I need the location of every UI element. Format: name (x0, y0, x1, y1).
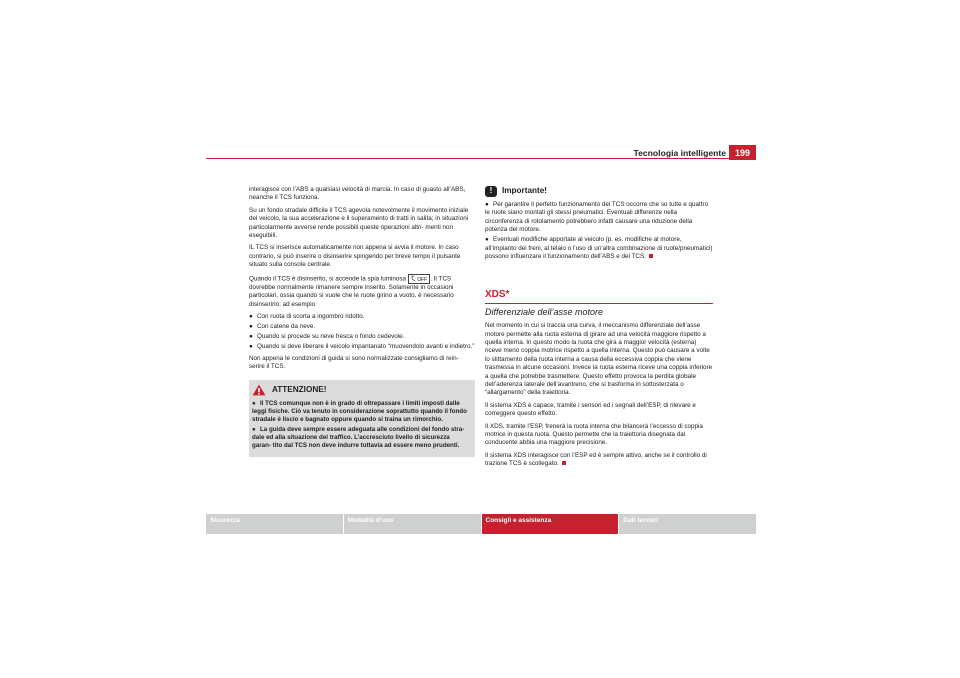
paragraph: Nel momento in cui si traccia una curva, il meccanismo differenziale dell’asse motore permette alla ruota esterna di girare ad una velocità maggiore rispetto a quella interna. In questo modo la ruota che gira a maggior velocità (esterna) riceve meno coppia motrice rispetto a quella interna. Questo può causare a volte lo slittamento della ruota interna a causa della eccessiva coppia che viene trasmessa in alcune occasioni. Invece la ruota esterna riceve una coppia inferiore a quella che potrebbe trasmettere. Questo effetto provoca la perdita globale dell’aderenza laterale dell’avantreno, che si trasforma in sottosterzata o “allargamento” della traiettoria. (485, 322, 713, 397)
warning-title: ATTENZIONE! (272, 384, 327, 394)
paragraph-text: Il sistema XDS interagisce con l’ESP ed è sempre attivo, anche se il controllo di trazione TCS è scollegato. (485, 451, 707, 468)
section-title: XDS* (485, 289, 510, 301)
footer-tab-dati-tecnici[interactable]: Dati tecnici (619, 514, 756, 534)
list-item-text: Con ruota di scorta a ingombro ridotto. (257, 312, 365, 320)
bullet-icon: ● (249, 342, 253, 350)
footer-tab-sicurezza[interactable]: Sicurezza (206, 514, 343, 534)
list-item-text: Per garantire il perfetto funzionamento del TCS occorre che su tutte e quattro le ruote siano montati gli stessi pneumatici. Eventuali differenze nella circonferenza di rotolamento potrebbero infatti causare una riduzione della potenza del motore. (485, 201, 709, 234)
paragraph-text: Quando il TCS è disinserito, si accende la spia luminosa (249, 275, 407, 283)
paragraph (249, 274, 475, 309)
right-column (485, 186, 713, 473)
warning-box (249, 380, 475, 457)
page-title: Tecnologia intelligente (633, 148, 726, 158)
footer-tab-consigli-assistenza[interactable]: Consigli e assistenza (482, 514, 619, 534)
bullet-icon: ● (252, 426, 256, 433)
paragraph-text: . Il TCS dovrebbe normalmente rimanere sempre inserito. Solamente in occasioni particolari, ossia quando si vuole che le ruote girino a vuoto, è necessario disinserirlo; ad esempio (249, 275, 454, 308)
footer-tab-modalita-uso[interactable]: Modalità d’uso (344, 514, 481, 534)
list-item (485, 201, 713, 235)
exclamation-icon: ! (485, 186, 497, 197)
bullet-icon: ● (249, 322, 253, 330)
list-item (249, 313, 475, 321)
important-header (485, 186, 713, 197)
important-title: Importante! (502, 186, 548, 196)
list-item (249, 323, 475, 331)
list-item (249, 343, 475, 351)
tcs-off-symbol (408, 274, 430, 284)
list-item-text: Eventuali modifiche apportate al veicolo (p. es. modifiche al motore, all’impianto dei freni, al telaio o l’uso di un’altra combinazione di ruote/pneumatici) possono influenzare il funzionamento dell’ABS e del TCS. (485, 236, 713, 260)
tcs-off-label: OFF (417, 276, 428, 283)
bullet-icon: ● (252, 399, 256, 407)
paragraph: Il XDS, tramite l’ESP, frenerà la ruota interna che bilancerà l’eccesso di coppia motrice in questa ruota. Questo permette che la traiettoria disegnata dal conducente abbia una maggiore precisione. (485, 422, 703, 447)
list-item (249, 333, 475, 341)
left-column (249, 186, 475, 457)
footer-nav (206, 514, 756, 534)
subsection-title: Differenziale dell’asse motore (485, 306, 604, 317)
warning-item (252, 400, 470, 425)
list-item (485, 236, 713, 261)
bullet-icon: ● (485, 236, 489, 244)
list-item-text: Quando si deve liberare il veicolo impantanato “muovendolo avanti e indietro.” (257, 342, 475, 350)
paragraph: interagisce con l’ABS a qualsiasi velocità di marcia. In caso di guasto all’ABS, neanche il TCS funziona. (249, 186, 466, 202)
warning-triangle-icon (252, 384, 266, 396)
section-rule (485, 303, 713, 304)
page-number: 199 (729, 145, 756, 160)
bullet-icon: ● (249, 332, 253, 340)
list-item-text: Quando si procede su neve fresca o fondo cedevole. (257, 332, 405, 340)
warning-header (252, 384, 470, 396)
end-of-section-icon (649, 254, 653, 258)
header-rule (206, 158, 756, 159)
paragraph: IL TCS si inserisce automaticamente non appena si avvia il motore. In caso contrario, si può inserire o disinserire spingendo per breve tempo il pulsante situato sulla console centrale. (249, 244, 461, 269)
warning-item-text: La guida deve sempre essere adeguata alle condizioni del fondo stra- dale ed alla situazione del traffico. L’accresciuto livello di sicurezza garan- tito dal TCS non deve indurre tuttavia ad essere meno prudenti. (252, 426, 465, 450)
warning-item (252, 426, 470, 451)
end-of-section-icon (562, 461, 566, 465)
bullet-icon: ● (485, 201, 489, 208)
bullet-icon: ● (249, 312, 253, 320)
warning-item-text: Il TCS comunque non è in grado di oltrepassare i limiti imposti dalle leggi fisiche. Ciò va tenuto in considerazione soprattutto quando il fondo stradale è liscio e bagnato oppure quando si traina un rimorchio. (252, 399, 467, 424)
car-skid-icon (411, 275, 416, 281)
list-item-text: Con catene da neve. (257, 322, 316, 330)
paragraph: Su un fondo stradale difficile il TCS agevola notevolmente il movimento iniziale del veicolo, la sua accelerazione e il superamento di tratti in salita; in situazioni particolarmente avverse rende possibili queste operazioni altri- menti non eseguibili. (249, 206, 469, 240)
paragraph: Il sistema XDS è capace, tramite i sensori ed i segnali dell’ESP, di rilevare e correggere questo effetto. (485, 401, 696, 418)
paragraph (485, 452, 713, 469)
paragraph: Non appena le condizioni di guida si sono normalizzate consigliamo di rein- serire il TCS. (249, 355, 459, 371)
